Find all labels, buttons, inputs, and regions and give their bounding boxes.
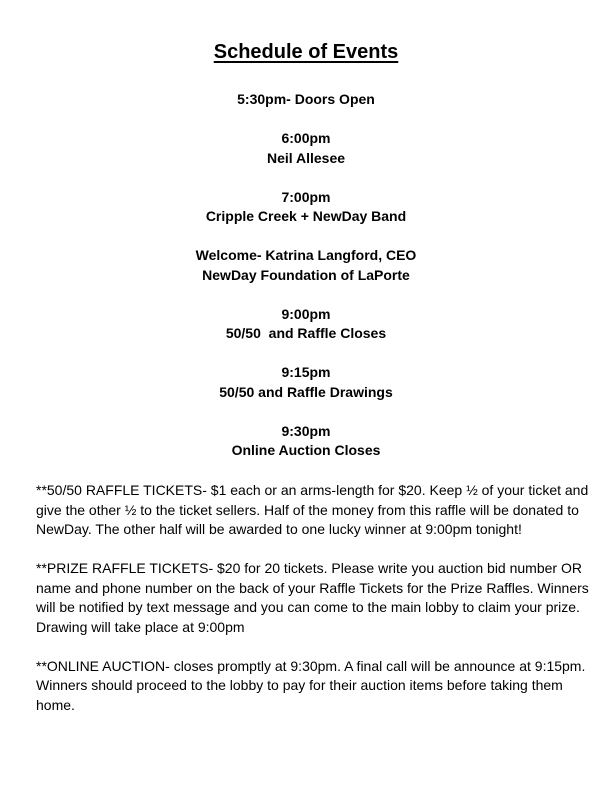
event-line: 5:30pm- Doors Open xyxy=(237,91,375,107)
page-title: Schedule of Events xyxy=(213,41,399,63)
note-5050-raffle: **50/50 RAFFLE TICKETS- $1 each or an arms-length for $20. Keep ½ of your ticket and give the other ½ to the ticket sellers. Half of the money from this raffle will be donated to NewDay. The other half will be awarded to one lucky winner at 9:00pm tonight! xyxy=(36,482,589,537)
event-line: NewDay Foundation of LaPorte xyxy=(202,266,410,283)
schedule-event xyxy=(0,188,612,227)
event-time: 9:00pm xyxy=(281,305,331,322)
schedule-event xyxy=(0,363,612,402)
schedule-list xyxy=(0,90,612,480)
event-time: 6:00pm xyxy=(281,130,331,146)
event-time: 7:00pm xyxy=(281,188,331,205)
event-line: Welcome- Katrina Langford, CEO xyxy=(195,247,417,263)
event-description: 50/50 and Raffle Drawings xyxy=(219,383,393,400)
event-time: 9:15pm xyxy=(281,364,331,380)
schedule-event xyxy=(0,129,612,168)
notes-section xyxy=(36,481,596,735)
schedule-event xyxy=(0,246,612,285)
note-prize-raffle: **PRIZE RAFFLE TICKETS- $20 for 20 tickets. Please write you auction bid number OR name and phone number on the back of your Raffle Tickets for the Prize Raffles. Winners will be notified by text message and you can come to the main lobby to claim your prize. Drawing will take place at 9:00pm xyxy=(36,560,589,635)
schedule-event xyxy=(0,90,612,110)
note-online-auction: **ONLINE AUCTION- closes promptly at 9:30pm. A final call will be announce at 9:15pm. Winners should proceed to the lobby to pay for their auction items before taking them home. xyxy=(36,657,586,713)
event-time: 9:30pm xyxy=(281,422,331,439)
event-description: Online Auction Closes xyxy=(231,442,381,458)
schedule-event xyxy=(0,422,612,461)
event-description: Cripple Creek + NewDay Band xyxy=(205,208,407,224)
event-description: Neil Allesee xyxy=(266,149,346,166)
schedule-event xyxy=(0,305,612,344)
event-description: 50/50 and Raffle Closes xyxy=(225,325,387,341)
